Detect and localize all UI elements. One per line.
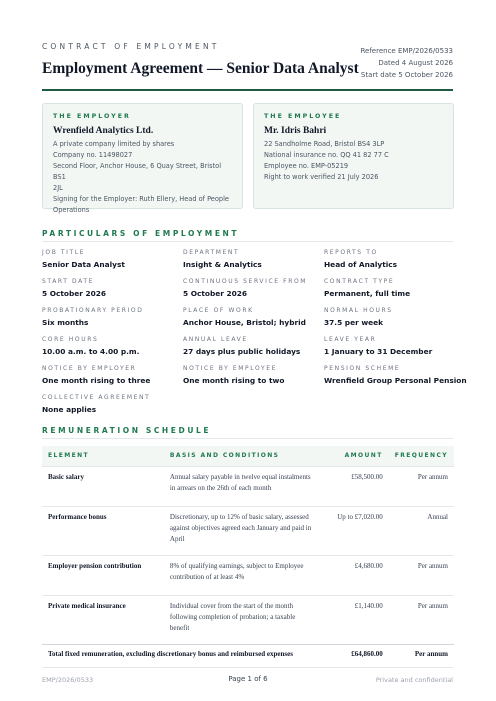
particular-value: Insight & Analytics <box>183 260 262 269</box>
particular-item <box>324 365 467 385</box>
employer-line: 2JL <box>53 184 63 192</box>
column-header-amount: AMOUNT <box>344 452 383 460</box>
employer-line: A private company limited by shares <box>53 140 175 148</box>
reference-block <box>360 45 453 81</box>
table-row <box>42 506 454 555</box>
employee-line: Employee no. EMP-05219 <box>264 162 349 170</box>
row-element: Performance bonus <box>42 506 164 555</box>
row-basis: 8% of qualifying earnings, subject to Employee contribution of at least 4% <box>164 555 321 595</box>
page-number: Page 1 of 6 <box>228 675 268 683</box>
row-basis: Annual salary payable in twelve equal instalments in arrears on the 26th of each month <box>164 466 321 506</box>
employee-heading: THE EMPLOYEE <box>264 113 342 120</box>
employer-line: Operations <box>53 206 90 214</box>
particular-value: Senior Data Analyst <box>42 260 125 269</box>
particular-item <box>42 278 183 298</box>
particular-value: 27 days plus public holidays <box>183 347 301 356</box>
row-basis: Discretionary, up to 12% of basic salary, assessed against objectives agreed each January and paid in April <box>164 506 321 555</box>
particular-value: 10.00 a.m. to 4.00 p.m. <box>42 347 140 356</box>
row-frequency: Annual <box>389 506 454 555</box>
start-date-line: Start date 5 October 2026 <box>360 71 453 79</box>
particulars-divider <box>42 241 453 242</box>
row-amount: £4,680.00 <box>321 555 388 595</box>
particular-value: One month rising to two <box>183 376 285 385</box>
particular-value: Six months <box>42 318 89 327</box>
particular-item <box>324 278 454 298</box>
row-amount: £58,500.00 <box>321 466 388 506</box>
particulars-grid <box>42 249 467 414</box>
particular-item <box>183 336 324 356</box>
row-frequency: Per annum <box>389 595 454 644</box>
particular-value: 1 January to 31 December <box>324 347 433 356</box>
employer-heading: THE EMPLOYER <box>53 113 131 120</box>
row-basis: Individual cover from the start of the month following completion of probation; a taxable benefit <box>164 595 321 644</box>
particular-label: REPORTS TO <box>324 249 378 256</box>
total-label: Total fixed remuneration, excluding discretionary bonus and reimbursed expenses <box>42 644 321 664</box>
particular-label: NOTICE BY EMPLOYER <box>42 365 137 372</box>
employee-line: Right to work verified 21 July 2026 <box>264 173 379 181</box>
particular-item <box>42 365 183 385</box>
particular-label: CONTINUOUS SERVICE FROM <box>183 278 308 285</box>
particular-item <box>324 249 454 269</box>
particular-item <box>42 394 183 414</box>
table-total-row <box>42 644 454 664</box>
footer-reference: EMP/2026/0533 <box>42 676 94 684</box>
particular-value: Wrenfield Group Personal Pension <box>324 376 467 385</box>
employee-line: 22 Sandholme Road, Bristol BS4 3LP <box>264 140 385 148</box>
particular-value: Permanent, full time <box>324 289 411 298</box>
total-amount: £64,860.00 <box>321 644 388 664</box>
particular-label: ANNUAL LEAVE <box>183 336 248 343</box>
particular-label: LEAVE YEAR <box>324 336 377 343</box>
particular-item <box>42 336 183 356</box>
particular-label: NOTICE BY EMPLOYEE <box>183 365 278 372</box>
remuneration-divider <box>42 438 453 439</box>
column-header-basis: BASIS AND CONDITIONS <box>169 452 280 460</box>
table-row <box>42 595 454 644</box>
employee-name: Mr. Idris Bahri <box>264 126 327 136</box>
employee-card <box>253 103 454 209</box>
particular-label: PENSION SCHEME <box>324 365 401 372</box>
particular-label: JOB TITLE <box>42 249 86 256</box>
employer-line: Signing for the Employer: Ruth Ellery, Head of People <box>53 195 229 203</box>
page-title: Employment Agreement — Senior Data Analyst <box>42 60 359 77</box>
particular-value: Anchor House, Bristol; hybrid <box>183 318 306 327</box>
row-element: Basic salary <box>42 466 164 506</box>
column-header-element: ELEMENT <box>48 452 90 460</box>
header-divider <box>42 89 453 91</box>
particular-item <box>324 336 454 356</box>
footer-divider <box>42 667 453 668</box>
particular-label: START DATE <box>42 278 95 285</box>
particular-value: One month rising to three <box>42 376 151 385</box>
particular-item <box>183 249 324 269</box>
row-element: Employer pension contribution <box>42 555 164 595</box>
particulars-heading: PARTICULARS OF EMPLOYMENT <box>42 229 240 238</box>
employer-card <box>42 103 243 214</box>
particular-label: NORMAL HOURS <box>324 307 393 314</box>
particular-label: CONTRACT TYPE <box>324 278 395 285</box>
total-frequency: Per annum <box>389 644 454 664</box>
particular-label: PROBATIONARY PERIOD <box>42 307 144 314</box>
row-amount: Up to £7,020.00 <box>321 506 388 555</box>
particular-item <box>324 307 454 327</box>
particular-item <box>183 278 324 298</box>
remuneration-table <box>42 446 454 664</box>
table-row <box>42 555 454 595</box>
particular-value: 5 October 2026 <box>42 289 107 298</box>
row-frequency: Per annum <box>389 555 454 595</box>
particular-label: COLLECTIVE AGREEMENT <box>42 394 151 401</box>
table-header-row <box>42 446 454 466</box>
particular-item <box>42 307 183 327</box>
employer-line: Second Floor, Anchor House, 6 Quay Street, Bristol BS1 <box>53 162 222 181</box>
particular-label: PLACE OF WORK <box>183 307 254 314</box>
employer-name: Wrenfield Analytics Ltd. <box>53 126 154 136</box>
particular-item <box>42 249 183 269</box>
row-amount: £1,140.00 <box>321 595 388 644</box>
footer-confidentiality: Private and confidential <box>375 676 453 684</box>
employee-line: National insurance no. QQ 41 82 77 C <box>264 151 389 159</box>
particular-label: DEPARTMENT <box>183 249 240 256</box>
dated-line: Dated 4 August 2026 <box>378 59 453 67</box>
particular-value: 5 October 2026 <box>183 289 248 298</box>
particular-label: CORE HOURS <box>42 336 99 343</box>
particular-item <box>183 307 324 327</box>
particular-value: None applies <box>42 405 97 414</box>
column-header-frequency: FREQUENCY <box>394 452 448 460</box>
particular-value: Head of Analytics <box>324 260 398 269</box>
row-frequency: Per annum <box>389 466 454 506</box>
document-kicker: CONTRACT OF EMPLOYMENT <box>42 42 220 51</box>
employer-line: Company no. 11498027 <box>53 151 133 159</box>
particular-value: 37.5 per week <box>324 318 384 327</box>
reference-number: Reference EMP/2026/0533 <box>360 47 453 55</box>
particular-item <box>183 365 324 385</box>
row-element: Private medical insurance <box>42 595 164 644</box>
table-row <box>42 466 454 506</box>
remuneration-heading: REMUNERATION SCHEDULE <box>42 426 212 435</box>
